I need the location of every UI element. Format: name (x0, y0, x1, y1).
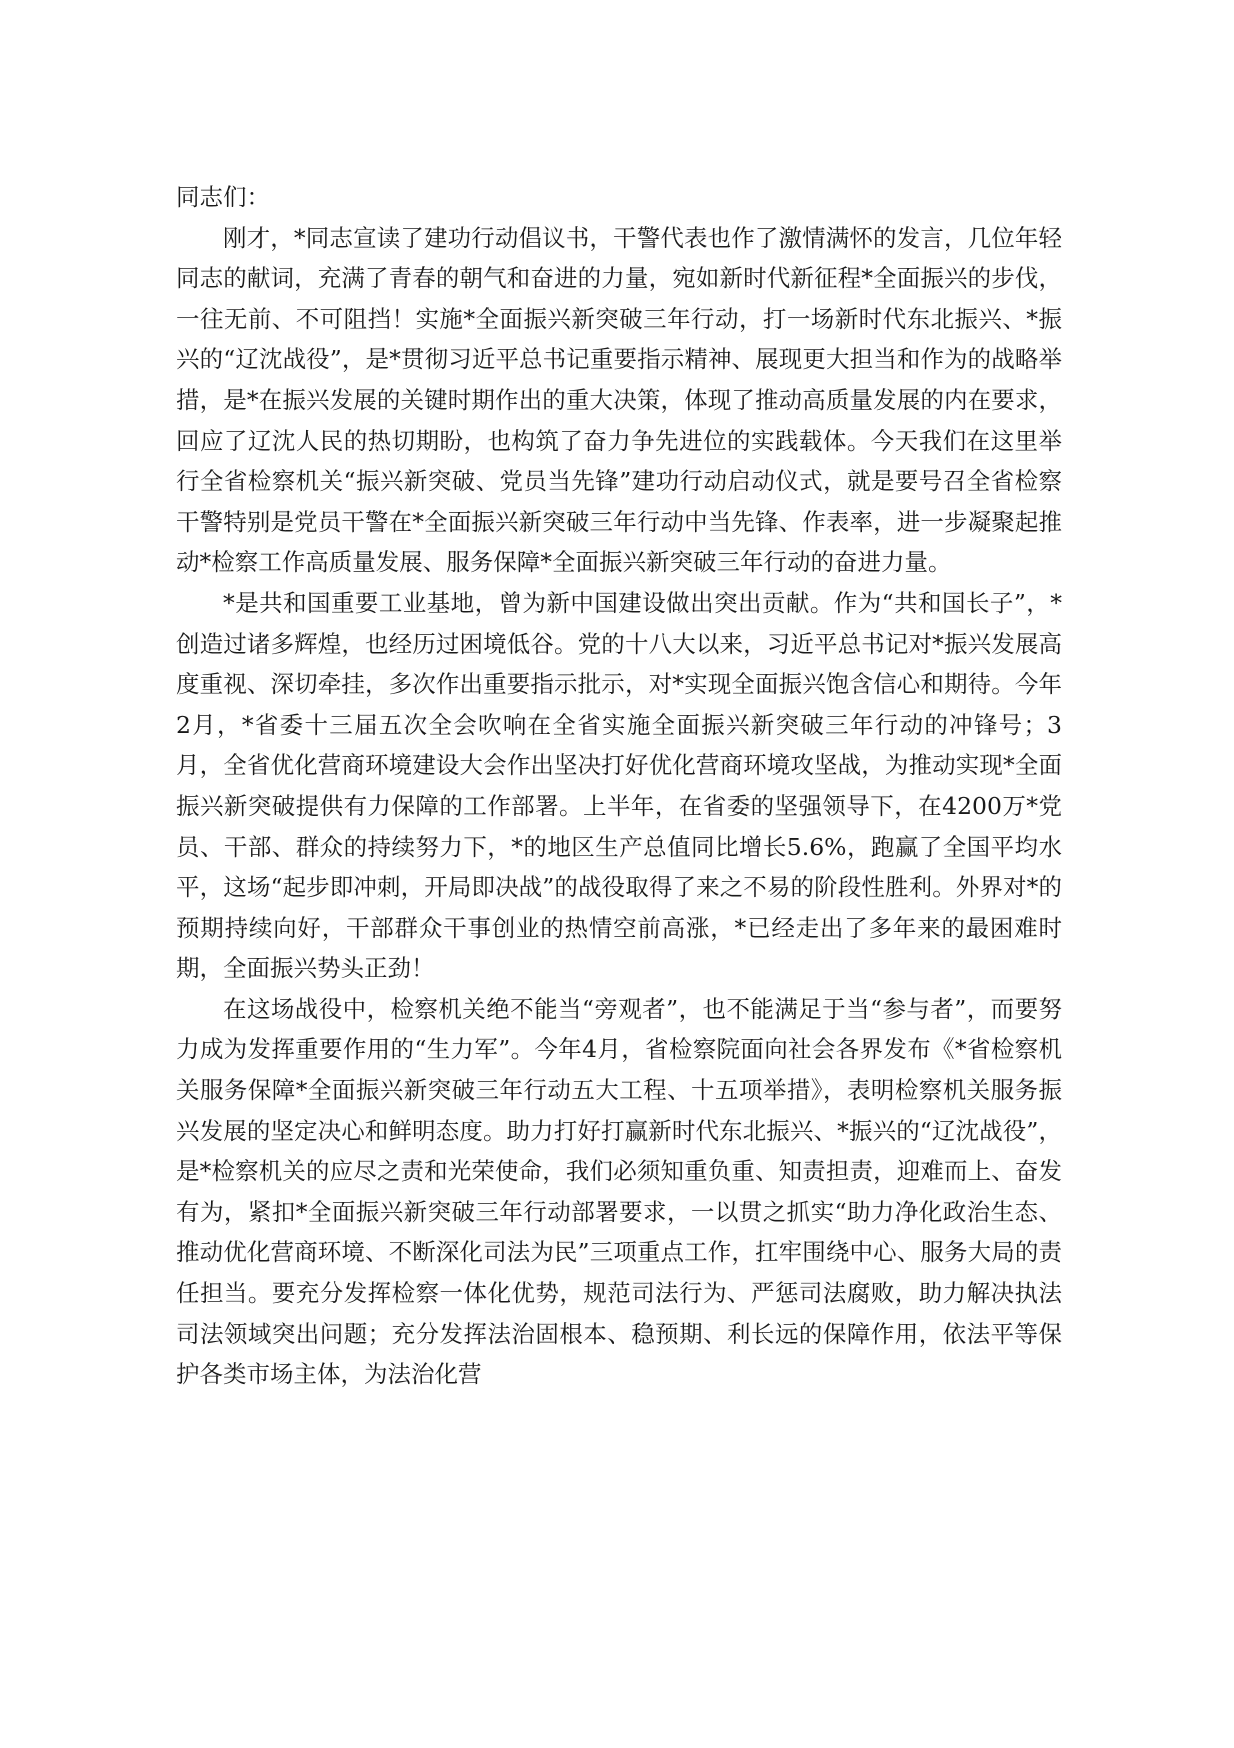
paragraph: 刚才，*同志宣读了建功行动倡议书，干警代表也作了激情满怀的发言，几位年轻同志的献词，充满了青春的朝气和奋进的力量，宛如新时代新征程*全面振兴的步伐，一往无前、不可阻挡！实施*全面振兴新突破三年行动，打一场新时代东北振兴、*振兴的“辽沈战役”，是*贯彻习近平总书记重要指示精神、展现更大担当和作为的战略举措，是*在振兴发展的关键时期作出的重大决策，体现了推动高质量发展的内在要求，回应了辽沈人民的热切期盼，也构筑了奋力争先进位的实践载体。今天我们在这里举行全省检察机关“振兴新突破、党员当先锋”建功行动启动仪式，就是要号召全省检察干警特别是党员干警在*全面振兴新突破三年行动中当先锋、作表率，进一步凝聚起推动*检察工作高质量发展、服务保障*全面振兴新突破三年行动的奋进力量。 (176, 223, 1062, 577)
paragraph: 在这场战役中，检察机关绝不能当“旁观者”，也不能满足于当“参与者”，而要努力成为发挥重要作用的“生力军”。今年4月，省检察院面向社会各界发布《*省检察机关服务保障*全面振兴新突破三年行动五大工程、十五项举措》，表明检察机关服务振兴发展的坚定决心和鲜明态度。助力打好打赢新时代东北振兴、*振兴的“辽沈战役”，是*检察机关的应尽之责和光荣使命，我们必须知重负重、知责担责，迎难而上、奋发有为，紧扣*全面振兴新突破三年行动部署要求，一以贯之抓实“助力净化政治生态、推动优化营商环境、不断深化司法为民”三项重点工作，扛牢围绕中心、服务大局的责任担当。要充分发挥检察一体化优势，规范司法行为、严惩司法腐败，助力解决执法司法领域突出问题；充分发挥法治固根本、稳预期、利长远的保障作用，依法平等保护各类市场主体，为法治化营 (176, 994, 1062, 1389)
document-body (176, 177, 1062, 1395)
paragraph: *是共和国重要工业基地，曾为新中国建设做出突出贡献。作为“共和国长子”，*创造过诸多辉煌，也经历过困境低谷。党的十八大以来，习近平总书记对*振兴发展高度重视、深切牵挂，多次作出重要指示批示，对*实现全面振兴饱含信心和期待。今年2月，*省委十三届五次全会吹响在全省实施全面振兴新突破三年行动的冲锋号；3月，全省优化营商环境建设大会作出坚决打好优化营商环境攻坚战，为推动实现*全面振兴新突破提供有力保障的工作部署。上半年，在省委的坚强领导下，在4200万*党员、干部、群众的持续努力下，*的地区生产总值同比增长5.6%，跑赢了全国平均水平，这场“起步即冲刺，开局即决战”的战役取得了来之不易的阶段性胜利。外界对*的预期持续向好，干部群众干事创业的热情空前高涨，*已经走出了多年来的最困难时期，全面振兴势头正劲！ (176, 588, 1062, 983)
salutation: 同志们： (176, 183, 270, 211)
